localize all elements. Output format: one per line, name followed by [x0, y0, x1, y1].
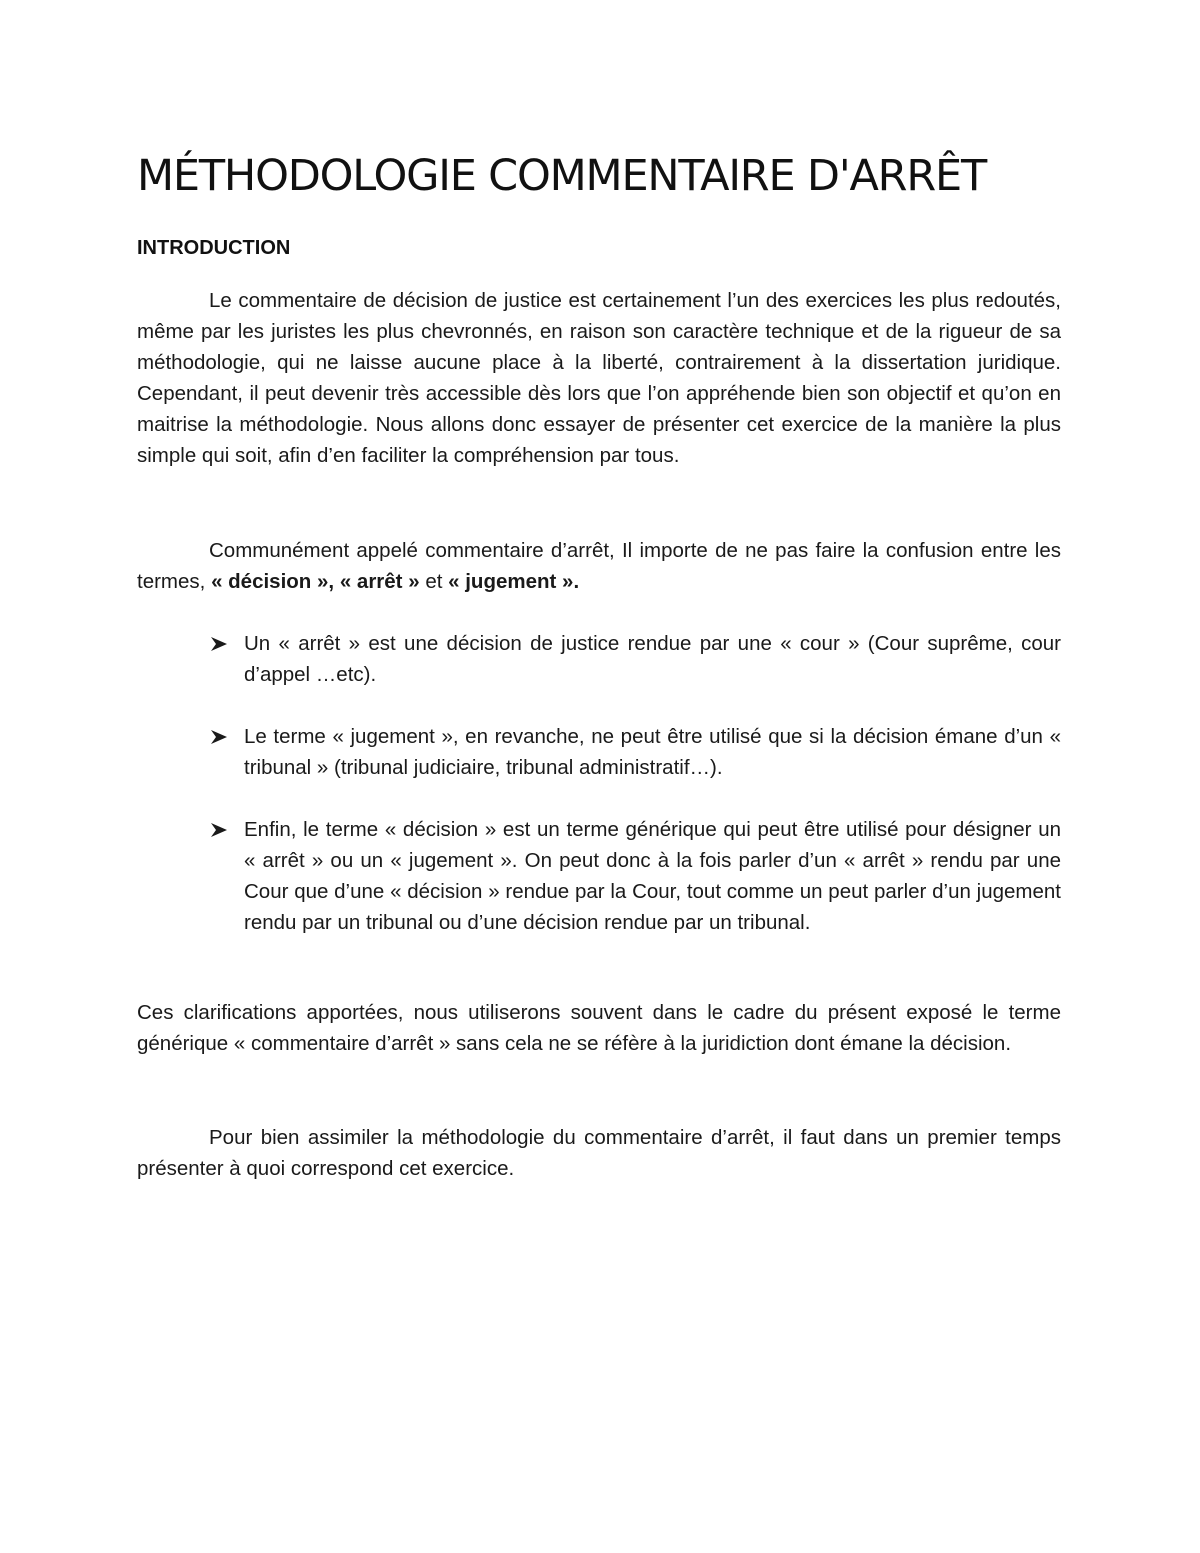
term-decision: « décision » — [211, 570, 329, 593]
document-title: MÉTHODOLOGIE COMMENTAIRE D'ARRÊT — [137, 151, 987, 201]
arrow-bullet-icon — [210, 628, 232, 659]
list-item — [137, 814, 1061, 938]
terminology-period: . — [573, 570, 580, 593]
paragraph-introduction: Le commentaire de décision de justice est certainement l’un des exercices les plus redoutés, même par les juristes les plus chevronnés, en raison son caractère technique et de la rigueur de sa méthodologie, qui ne laisse aucune place à la liberté, contrairement à la dissertation juridique. Cependant, il peut devenir très accessible dès lors que l’on appréhende bien son objectif et qu’on en maitrise la méthodologie. Nous allons donc essayer de présenter cet exercice de la manière la plus simple qui soit, afin d’en faciliter la compréhension par tous. — [137, 289, 1061, 467]
bullet-text: Enfin, le terme « décision » est un terme générique qui peut être utilisé pour désigner un « arrêt » ou un « jugement ». On peut donc à la fois parler d’un « arrêt » rendu par une Cour que d’une « décision » rendue par la Cour, tout comme un peut parler d’un jugement rendu par un tribunal ou d’une décision rendue par un tribunal. — [244, 818, 1061, 934]
paragraph-terminology-text: Communément appelé commentaire d’arrêt, Il importe de ne pas faire la confusion entre les termes, — [137, 539, 1061, 593]
bullet-text: Un « arrêt » est une décision de justice rendue par une « cour » (Cour suprême, cour d’appel …etc). — [244, 632, 1061, 686]
paragraph-clarifications: Ces clarifications apportées, nous utiliserons souvent dans le cadre du présent exposé le terme générique « commentaire d’arrêt » sans cela ne se réfère à la juridiction dont émane la décision. — [137, 1001, 1061, 1055]
section-heading-introduction: INTRODUCTION — [137, 237, 291, 259]
term-arret: « arrêt » — [339, 570, 420, 593]
term-conjunction: et — [425, 570, 443, 593]
list-item — [137, 628, 1061, 690]
list-item — [137, 721, 1061, 783]
arrow-bullet-icon — [210, 721, 232, 752]
bullet-text: Le terme « jugement », en revanche, ne peut être utilisé que si la décision émane d’un « tribunal » (tribunal judiciaire, tribunal administratif…). — [244, 725, 1061, 779]
paragraph-conclusion: Pour bien assimiler la méthodologie du commentaire d’arrêt, il faut dans un premier temps présenter à quoi correspond cet exercice. — [137, 1126, 1061, 1180]
term-separator: , — [328, 570, 335, 593]
definitions-list — [137, 628, 1061, 969]
paragraph-terminology — [137, 535, 1061, 597]
term-jugement: « jugement » — [448, 570, 574, 593]
arrow-bullet-icon — [210, 814, 232, 845]
